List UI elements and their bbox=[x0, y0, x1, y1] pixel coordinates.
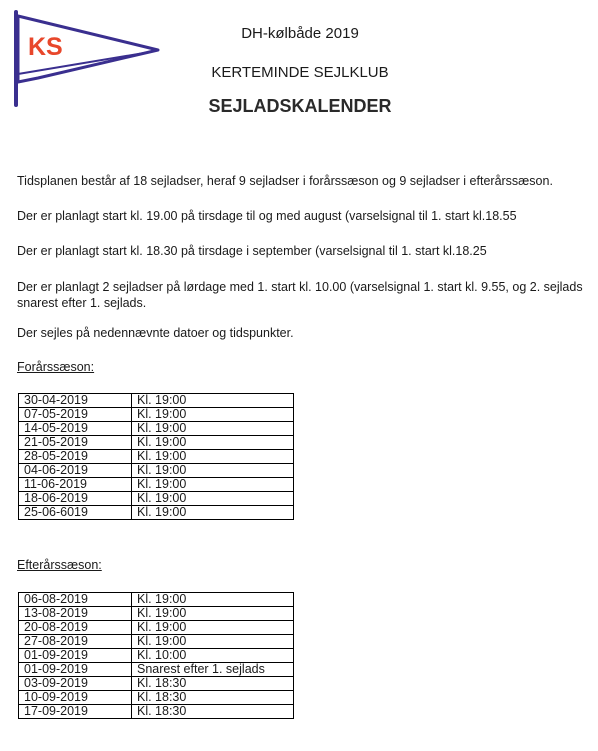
time-cell: Kl. 19:00 bbox=[132, 436, 294, 450]
table-row bbox=[19, 506, 294, 520]
time-cell: Kl. 19:00 bbox=[132, 607, 294, 621]
table-row bbox=[19, 649, 294, 663]
date-cell: 14-05-2019 bbox=[19, 422, 132, 436]
date-cell: 20-08-2019 bbox=[19, 621, 132, 635]
autumn-schedule-table bbox=[18, 592, 294, 719]
date-cell: 06-08-2019 bbox=[19, 593, 132, 607]
table-row bbox=[19, 691, 294, 705]
time-cell: Kl. 19:00 bbox=[132, 621, 294, 635]
time-cell: Kl. 19:00 bbox=[132, 478, 294, 492]
dates-intro-paragraph: Der sejles på nedennævnte datoer og tidspunkter. bbox=[17, 326, 294, 340]
table-row bbox=[19, 464, 294, 478]
time-cell: Kl. 19:00 bbox=[132, 635, 294, 649]
table-row bbox=[19, 450, 294, 464]
table-row bbox=[19, 607, 294, 621]
august-start-paragraph: Der er planlagt start kl. 19.00 på tirsdage til og med august (varselsignal til 1. start kl.18.55 bbox=[17, 209, 517, 223]
time-cell: Kl. 19:00 bbox=[132, 450, 294, 464]
date-cell: 28-05-2019 bbox=[19, 450, 132, 464]
autumn-season-heading: Efterårssæson: bbox=[17, 558, 102, 572]
table-row bbox=[19, 705, 294, 719]
time-cell: Kl. 18:30 bbox=[132, 705, 294, 719]
date-cell: 27-08-2019 bbox=[19, 635, 132, 649]
date-cell: 25-06-6019 bbox=[19, 506, 132, 520]
intro-paragraph: Tidsplanen består af 18 sejladser, heraf 9 sejladser i forårssæson og 9 sejladser i efterårssæson. bbox=[17, 174, 553, 188]
date-cell: 10-09-2019 bbox=[19, 691, 132, 705]
time-cell: Kl. 19:00 bbox=[132, 593, 294, 607]
time-cell: Snarest efter 1. sejlads bbox=[132, 663, 294, 677]
table-row bbox=[19, 478, 294, 492]
table-row bbox=[19, 422, 294, 436]
page-title: SEJLADSKALENDER bbox=[208, 96, 392, 116]
table-row bbox=[19, 408, 294, 422]
table-row bbox=[19, 593, 294, 607]
table-row bbox=[19, 492, 294, 506]
table-row bbox=[19, 436, 294, 450]
table-row bbox=[19, 663, 294, 677]
time-cell: Kl. 18:30 bbox=[132, 691, 294, 705]
date-cell: 17-09-2019 bbox=[19, 705, 132, 719]
time-cell: Kl. 19:00 bbox=[132, 408, 294, 422]
time-cell: Kl. 18:30 bbox=[132, 677, 294, 691]
date-cell: 01-09-2019 bbox=[19, 663, 132, 677]
date-cell: 11-06-2019 bbox=[19, 478, 132, 492]
club-flag-logo bbox=[10, 8, 160, 108]
time-cell: Kl. 19:00 bbox=[132, 422, 294, 436]
flag-logo-text: KS bbox=[28, 33, 63, 61]
saturday-races-paragraph: Der er planlagt 2 sejladser på lørdage med 1. start kl. 10.00 (varselsignal 1. start kl. 9.55, og 2. sejlads snarest efter 1. sejlads. bbox=[17, 280, 583, 310]
time-cell: Kl. 19:00 bbox=[132, 394, 294, 408]
date-cell: 13-08-2019 bbox=[19, 607, 132, 621]
table-row bbox=[19, 394, 294, 408]
date-cell: 04-06-2019 bbox=[19, 464, 132, 478]
date-cell: 21-05-2019 bbox=[19, 436, 132, 450]
date-cell: 18-06-2019 bbox=[19, 492, 132, 506]
table-row bbox=[19, 677, 294, 691]
date-cell: 30-04-2019 bbox=[19, 394, 132, 408]
date-cell: 07-05-2019 bbox=[19, 408, 132, 422]
spring-season-heading: Forårssæson: bbox=[17, 360, 95, 374]
spring-schedule-table bbox=[18, 393, 294, 520]
header-subtitle: DH-kølbåde 2019 bbox=[241, 25, 359, 42]
table-row bbox=[19, 621, 294, 635]
time-cell: Kl. 19:00 bbox=[132, 492, 294, 506]
club-name: KERTEMINDE SEJLKLUB bbox=[211, 64, 389, 81]
time-cell: Kl. 19:00 bbox=[132, 506, 294, 520]
september-start-paragraph: Der er planlagt start kl. 18.30 på tirsdage i september (varselsignal til 1. start kl.18.25 bbox=[17, 244, 487, 258]
table-row bbox=[19, 635, 294, 649]
time-cell: Kl. 10:00 bbox=[132, 649, 294, 663]
date-cell: 01-09-2019 bbox=[19, 649, 132, 663]
date-cell: 03-09-2019 bbox=[19, 677, 132, 691]
time-cell: Kl. 19:00 bbox=[132, 464, 294, 478]
